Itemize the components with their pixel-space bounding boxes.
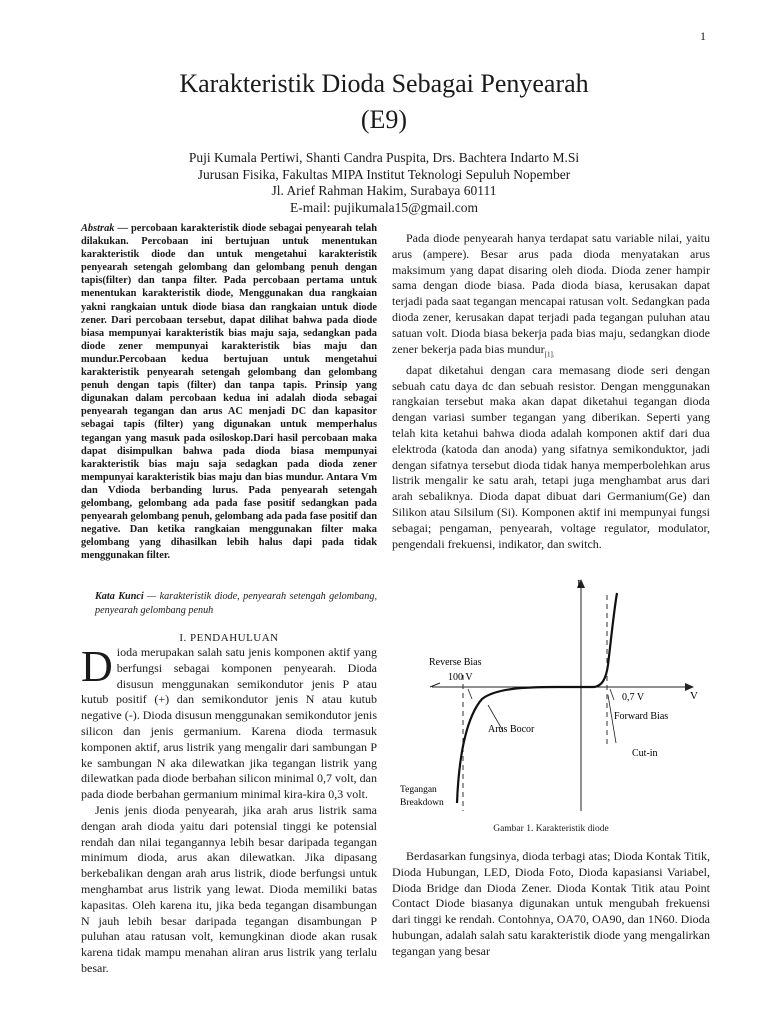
reverse-bias-label: Reverse Bias <box>429 657 482 668</box>
arus-bocor-leader <box>468 689 472 699</box>
intro-paragraph-2: Jenis jenis dioda penyearah, jika arah arus listrik sama dengan arah dioda yaitu dari potensial tinggi ke potensial rendah dan nilai tegangannya lebih besar daripada tegangan minimum dioda, arus akan dilewatkan. Jika dipasang berkebalikan dengan arah arus listrik, diode berfungsi untuk menghambat arus listrik yang lewat. Dioda memiliki batas kapasitas. Oleh karena itu, jika beda tegangan disambungan N jauh lebih besar daripada tegangan disambungan P puluhan atau ratusan volt, kemungkinan diode akan rusak karena tidak mampu menahan aliran arus listrik yang terlalu besar. <box>81 802 377 975</box>
cut-in-label: Cut-in <box>632 748 658 759</box>
authors: Puji Kumala Pertiwi, Shanti Candra Puspita, Drs. Bachtera Indarto M.Si <box>188 150 580 165</box>
abstract-label: Abstrak <box>81 223 115 234</box>
voltage-07-label: 0,7 V <box>622 692 645 703</box>
axis-i-label: I <box>577 578 581 590</box>
section-heading-introduction: I. PENDAHULUAN <box>179 632 279 644</box>
intro-paragraph-1 <box>81 642 377 803</box>
right-paragraph-1 <box>392 231 710 363</box>
iv-curve <box>457 593 617 803</box>
paper-title-line1: Karakteristik Dioda Sebagai Penyearah <box>179 69 589 98</box>
voltage-100-label: 100 V <box>448 672 473 683</box>
keywords-text: — karakteristik diode, penyearah setengah gelombang, penyearah gelombang penuh <box>95 591 377 616</box>
axis-v-label: V <box>690 690 698 702</box>
page-number: 1 <box>700 29 706 43</box>
address: Jl. Arief Rahman Hakim, Surabaya 60111 <box>271 183 497 198</box>
author-block <box>0 150 768 216</box>
paper-title-line2: (E9) <box>360 105 408 134</box>
axis-tick-left <box>430 683 440 687</box>
drop-cap: D <box>81 642 113 691</box>
right-column-top <box>392 231 710 552</box>
arus-bocor-label: Arus Bocor <box>488 724 535 735</box>
intro-paragraph-1-text: ioda merupakan salah satu jenis komponen aktif yang berfungsi sebagai komponen penyearah. Dioda disusun menggunakan semikondutor jenis P atau kutub positif (+) dan semikondutor jenis N atau kutub negative (-). Dioda disusun menggunakan semikondutor jenis silicon dan jenis germanium. Karena dioda termasuk komponen aktif, arus listrik yang mengalir dari sambungan P ke sambungan N aka dilewatkan jika tegangan listrik yang dilewatkan pada diode berbahan silicon minimal 0,7 volt, dan pada diode berbahan germanium minimal kira-kira 0,3 volt. <box>81 645 377 802</box>
affiliation: Jurusan Fisika, Fakultas MIPA Institut Teknologi Sepuluh Nopember <box>197 166 571 182</box>
keywords-label: Kata Kunci <box>95 591 144 602</box>
diode-characteristic-diagram <box>396 575 714 813</box>
figure-caption: Gambar 1. Karakteristik diode <box>493 824 609 834</box>
diode-characteristic-figure <box>396 575 714 813</box>
introduction-body <box>81 642 377 977</box>
right-paragraph-3: Berdasarkan fungsinya, dioda terbagi atas; Dioda Kontak Titik, Dioda Hubungan, LED, Dioda Foto, Dioda kapasiansi Variabel, Dioda Bridge dan Dioda Zener. Dioda Kontak Titik atau Point Contact Diode biasanya digunakan untuk mengubah frekuensi dari tinggi ke rendah. Contohnya, OA70, OA90, dan 1N60. Dioda hubungan, adalah salah satu karakteristik diode yang mengalirkan tegangan yang besar <box>392 849 710 958</box>
keywords <box>81 590 377 617</box>
right-column-bottom <box>392 849 710 960</box>
right-paragraph-1-text: Pada diode penyearah hanya terdapat satu variable nilai, yaitu arus (ampere). Besar arus pada dioda menyatakan arus maksimum yang dapat disaring oleh dioda. Dioda zener hampir sama dengan diode biasa. Pada dioda biasa, kerusakan dapat terjadi pada saat tegangan mencapai ratusan volt. Sedangkan pada dioda zener, kerusakan dapat terjadi pada tegangan puluhan atau satuan volt. Dioda biasa bekerja pada bias maju, sedangkan diode zener bekerja pada bias mundur <box>392 231 710 356</box>
forward-bias-label: Forward Bias <box>614 711 669 722</box>
abstract <box>81 222 377 562</box>
tegangan-label: Tegangan <box>400 785 437 795</box>
email: E-mail: pujikumala15@gmail.com <box>290 199 478 215</box>
abstract-text: — percobaan karakteristik diode sebagai penyearah telah dilakukan. Percobaan ini bertujuan untuk menentukan karakteristik diode dan untuk mengetahui karakteristik penyearah setengah gelombang dan gelombang penuh dengan tapis(filter) dan tanpa filter. Pada percobaan pertama untuk menentukan karakteristik diode, Menggunakan dua rangkaian yakni rangkaian untuk diode biasa dan rangkaian untuk diode zener. Dari percobaan tersebut, dapat dilihat bahwa pada diode biasa mempunyai karakteristik bias maju saja, sedangkan pada diode zener mempunyai karakteristik bias maju dan mundur.Percobaan kedua bertujuan untuk mengetahui karakteristik penyearah setengah gelombang dan gelombang penuh dengan tapis (filter) dan tanpa tapis. Prinsip yang digunakan dalam percobaan kedua ini adalah dioda sebagai penyearah tegangan dan arus AC menjadi DC dan kapasitor sebagai tapis (filter) yang digunakan untuk memperhalus tegangan yang masuk pada osiloskop.Dari hasil percobaan maka dapat disimpulkan bahwa pada dioda biasa mempunyai karakteristik bias maju saja sedagkan pada dioda zener mempunyai karakteristik bias maju dan bias mundur. Antara Vm dan Vdioda berbanding lurus. Pada penyearah setengah gelombang, gelombang ada pada fase positif sedangkan pada penyearah gelombang penuh, gelombang ada pada fase positif dan negative. Dan ketika rangkaian menggunakan filter maka gelombang yang dihasilkan lebih halus dapi pada tidak menggunakan filter. <box>81 223 377 562</box>
citation-ref: [1]. <box>544 349 555 358</box>
right-paragraph-2: dapat diketahui dengan cara memasang diode seri dengan sebuah catu daya dc dan sebuah resistor. Dengan menggunakan rangkaian tersebut maka akan dapat diketahui tegangan dioda dengan variasi sumber tegangan yang diberikan. Seperti yang telah kita ketahui bahwa dioda adalah komponen aktif dari dua elektroda (katoda dan anoda) yang sifatnya semikonduktor, jadi dengan sifatnya tersebut dioda tidak hanya memperbolehkan arus listrik mengalir ke satu arah, tetapi juga menghambat arus dari arah sebaliknya. Dioda dapat dibuat dari Germanium(Ge) dan Silikon atau Silsilum (Si). Komponen aktif ini mempunyai fungsi sebagai; pengaman, penyearah, voltage regulator, modulator, pengendali frekuensi, indikator, dan switch. <box>392 362 710 551</box>
cutin-pointer <box>610 689 614 700</box>
breakdown-label: Breakdown <box>400 798 444 808</box>
